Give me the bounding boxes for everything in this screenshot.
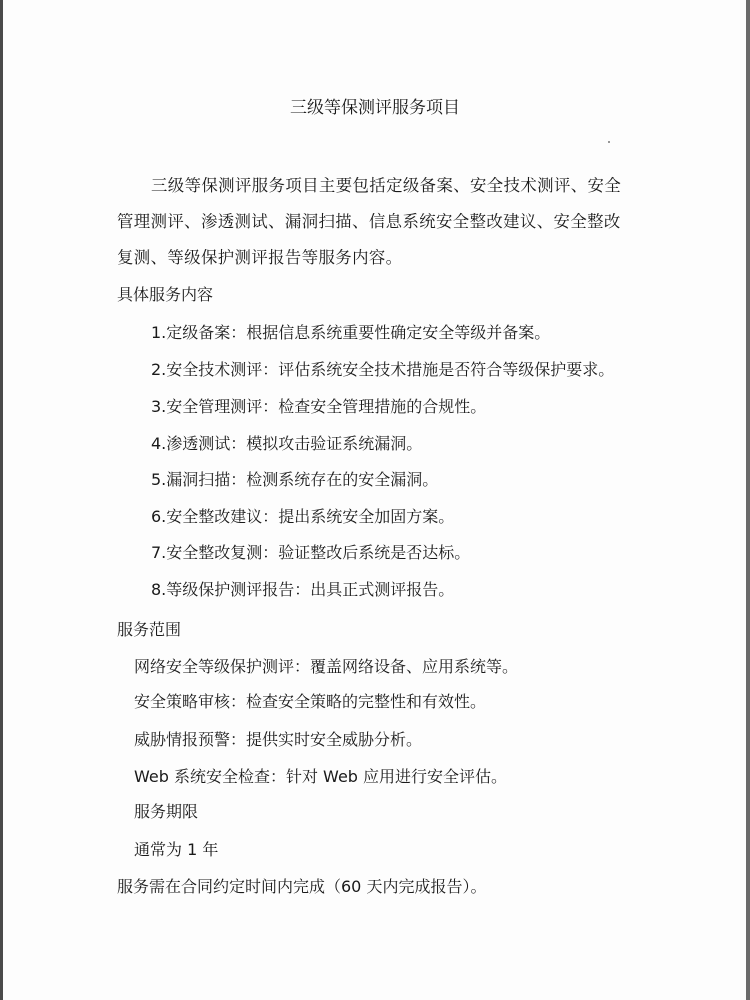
intro-line-2: 管理测评、渗透测试、漏洞扫描、信息系统安全整改建议、安全整改 [117,212,621,231]
scope-item-2: 安全策略审核：检查安全策略的完整性和有效性。 [134,692,487,711]
content-item-6: 6.安全整改建议：提出系统安全加固方案。 [151,507,455,526]
content-heading: 具体服务内容 [117,285,214,304]
content-item-1: 1.定级备案：根据信息系统重要性确定安全等级并备案。 [151,323,551,342]
scope-heading: 服务范围 [117,620,182,639]
closing-line: 服务需在合同约定时间内完成（60 天内完成报告）。 [117,877,487,896]
term-value: 通常为 1 年 [134,840,219,859]
content-item-8: 8.等级保护测评报告：出具正式测评报告。 [151,580,455,599]
content-item-3: 3.安全管理测评：检查安全管理措施的合规性。 [151,397,487,416]
scope-item-3: 威胁情报预警：提供实时安全威胁分析。 [134,730,423,749]
intro-line-3: 复测、等级保护测评报告等服务内容。 [117,248,403,267]
scan-speck [608,141,610,143]
content-item-7: 7.安全整改复测：验证整改后系统是否达标。 [151,543,471,562]
intro-line-1: 三级等保测评服务项目主要包括定级备案、安全技术测评、安全 [151,176,622,195]
scope-item-1: 网络安全等级保护测评：覆盖网络设备、应用系统等。 [134,657,519,676]
term-heading: 服务期限 [134,802,199,821]
scope-item-4: Web 系统安全检查：针对 Web 应用进行安全评估。 [134,767,508,786]
scan-edge-right [746,0,750,1000]
document-title: 三级等保测评服务项目 [290,98,460,118]
content-item-4: 4.渗透测试：模拟攻击验证系统漏洞。 [151,434,423,453]
scan-edge-left [0,0,3,1000]
content-item-5: 5.漏洞扫描：检测系统存在的安全漏洞。 [151,470,439,489]
content-item-2: 2.安全技术测评：评估系统安全技术措施是否符合等级保护要求。 [151,360,615,379]
